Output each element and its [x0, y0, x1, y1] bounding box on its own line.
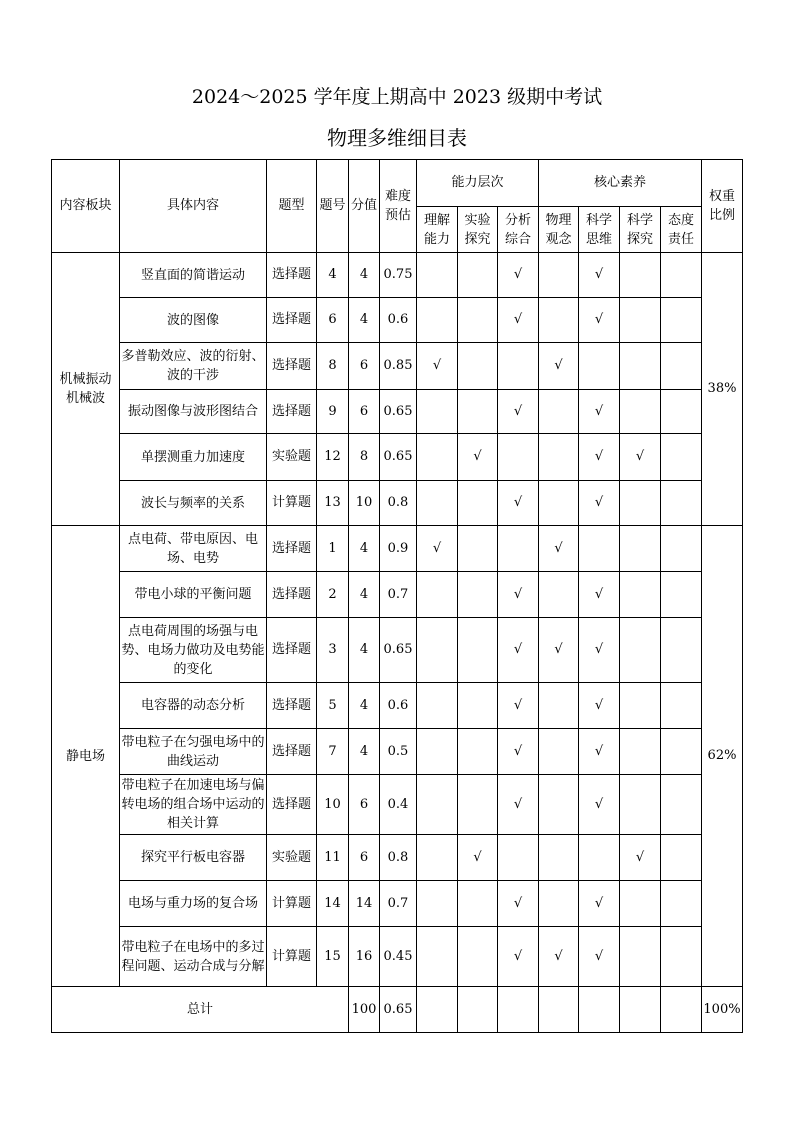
score-cell: 8	[349, 434, 380, 481]
question-type-cell: 选择题	[267, 390, 317, 434]
question-type-cell: 选择题	[267, 343, 317, 390]
header-weight: 权重比例	[702, 160, 743, 253]
total-score: 100	[349, 987, 380, 1033]
content-cell: 振动图像与波形图结合	[120, 390, 267, 434]
empty-cell	[417, 572, 458, 618]
section-weight: 62%	[702, 526, 743, 987]
question-type-cell: 选择题	[267, 618, 317, 683]
header-score: 分值	[349, 160, 380, 253]
score-cell: 16	[349, 927, 380, 987]
header-question-type: 题型	[267, 160, 317, 253]
empty-cell	[458, 618, 498, 683]
empty-cell	[661, 343, 702, 390]
empty-cell	[539, 729, 579, 775]
table-row	[52, 343, 743, 390]
content-cell: 电容器的动态分析	[120, 683, 267, 729]
question-type-cell: 计算题	[267, 881, 317, 927]
score-cell: 10	[349, 481, 380, 526]
empty-cell	[620, 481, 661, 526]
content-cell: 点电荷周围的场强与电势、电场力做功及电势能的变化	[120, 618, 267, 683]
total-difficulty: 0.65	[380, 987, 417, 1033]
empty-cell	[579, 526, 620, 572]
empty-cell	[620, 881, 661, 927]
empty-cell	[661, 298, 702, 343]
difficulty-cell: 0.9	[380, 526, 417, 572]
question-number-cell: 1	[317, 526, 349, 572]
empty-cell	[539, 881, 579, 927]
question-type-cell: 选择题	[267, 775, 317, 835]
empty-cell	[620, 729, 661, 775]
check-cell: √	[579, 298, 620, 343]
table-row	[52, 683, 743, 729]
empty-cell	[620, 526, 661, 572]
content-cell: 单摆测重力加速度	[120, 434, 267, 481]
empty-cell	[661, 683, 702, 729]
score-cell: 6	[349, 775, 380, 835]
empty-cell	[498, 526, 539, 572]
empty-cell	[539, 434, 579, 481]
question-type-cell: 实验题	[267, 434, 317, 481]
check-cell: √	[458, 434, 498, 481]
empty-cell	[458, 343, 498, 390]
check-cell: √	[498, 729, 539, 775]
question-type-cell: 选择题	[267, 572, 317, 618]
table-row	[52, 618, 743, 683]
empty-cell	[417, 618, 458, 683]
check-cell: √	[498, 618, 539, 683]
total-label: 总计	[52, 987, 349, 1033]
question-type-cell: 选择题	[267, 729, 317, 775]
check-cell: √	[417, 526, 458, 572]
header-core-literacy: 核心素养	[539, 160, 702, 207]
table-row	[52, 526, 743, 572]
check-cell: √	[539, 618, 579, 683]
content-cell: 带电粒子在加速电场与偏转电场的组合场中运动的相关计算	[120, 775, 267, 835]
difficulty-cell: 0.6	[380, 683, 417, 729]
header-literacy-item: 科学思维	[579, 207, 620, 253]
question-number-cell: 8	[317, 343, 349, 390]
difficulty-cell: 0.65	[380, 618, 417, 683]
check-cell: √	[579, 572, 620, 618]
question-number-cell: 9	[317, 390, 349, 434]
header-ability-item: 分析综合	[498, 207, 539, 253]
empty-cell	[579, 987, 620, 1033]
content-cell: 探究平行板电容器	[120, 835, 267, 881]
empty-cell	[661, 618, 702, 683]
empty-cell	[661, 987, 702, 1033]
empty-cell	[498, 434, 539, 481]
empty-cell	[539, 683, 579, 729]
question-type-cell: 选择题	[267, 253, 317, 298]
empty-cell	[498, 835, 539, 881]
empty-cell	[458, 775, 498, 835]
question-number-cell: 4	[317, 253, 349, 298]
check-cell: √	[498, 927, 539, 987]
check-cell: √	[417, 343, 458, 390]
question-number-cell: 6	[317, 298, 349, 343]
empty-cell	[539, 987, 579, 1033]
empty-cell	[458, 987, 498, 1033]
question-type-cell: 选择题	[267, 298, 317, 343]
empty-cell	[661, 526, 702, 572]
question-type-cell: 选择题	[267, 683, 317, 729]
content-cell: 波的图像	[120, 298, 267, 343]
header-literacy-item: 物理观念	[539, 207, 579, 253]
check-cell: √	[498, 683, 539, 729]
difficulty-cell: 0.7	[380, 881, 417, 927]
check-cell: √	[579, 927, 620, 987]
content-cell: 点电荷、带电原因、电场、电势	[120, 526, 267, 572]
content-cell: 多普勒效应、波的衍射、波的干涉	[120, 343, 267, 390]
empty-cell	[417, 683, 458, 729]
score-cell: 14	[349, 881, 380, 927]
question-number-cell: 13	[317, 481, 349, 526]
check-cell: √	[498, 572, 539, 618]
empty-cell	[458, 253, 498, 298]
question-number-cell: 3	[317, 618, 349, 683]
empty-cell	[458, 298, 498, 343]
header-ability-item: 理解能力	[417, 207, 458, 253]
empty-cell	[620, 298, 661, 343]
difficulty-cell: 0.85	[380, 343, 417, 390]
table-row	[52, 298, 743, 343]
empty-cell	[620, 987, 661, 1033]
question-number-cell: 14	[317, 881, 349, 927]
empty-cell	[458, 683, 498, 729]
empty-cell	[539, 481, 579, 526]
content-cell: 竖直面的简谐运动	[120, 253, 267, 298]
empty-cell	[458, 881, 498, 927]
empty-cell	[539, 775, 579, 835]
difficulty-cell: 0.65	[380, 390, 417, 434]
empty-cell	[417, 481, 458, 526]
question-type-cell: 计算题	[267, 927, 317, 987]
question-type-cell: 选择题	[267, 526, 317, 572]
score-cell: 4	[349, 253, 380, 298]
empty-cell	[417, 390, 458, 434]
empty-cell	[661, 927, 702, 987]
header-block: 内容板块	[52, 160, 120, 253]
empty-cell	[661, 390, 702, 434]
empty-cell	[620, 343, 661, 390]
empty-cell	[620, 618, 661, 683]
empty-cell	[539, 253, 579, 298]
empty-cell	[620, 775, 661, 835]
table-row	[52, 881, 743, 927]
empty-cell	[417, 434, 458, 481]
section-name: 静电场	[52, 526, 120, 987]
score-cell: 4	[349, 526, 380, 572]
question-number-cell: 10	[317, 775, 349, 835]
difficulty-cell: 0.8	[380, 481, 417, 526]
empty-cell	[417, 729, 458, 775]
section-name: 机械振动机械波	[52, 253, 120, 526]
empty-cell	[417, 987, 458, 1033]
empty-cell	[539, 298, 579, 343]
empty-cell	[661, 572, 702, 618]
check-cell: √	[579, 253, 620, 298]
check-cell: √	[539, 927, 579, 987]
table-row	[52, 927, 743, 987]
table-row	[52, 572, 743, 618]
question-number-cell: 7	[317, 729, 349, 775]
content-cell: 带电小球的平衡问题	[120, 572, 267, 618]
check-cell: √	[498, 298, 539, 343]
empty-cell	[417, 775, 458, 835]
score-cell: 6	[349, 390, 380, 434]
difficulty-cell: 0.75	[380, 253, 417, 298]
check-cell: √	[579, 729, 620, 775]
header-ability-item: 实验探究	[458, 207, 498, 253]
question-number-cell: 15	[317, 927, 349, 987]
difficulty-cell: 0.4	[380, 775, 417, 835]
difficulty-cell: 0.7	[380, 572, 417, 618]
score-cell: 6	[349, 835, 380, 881]
empty-cell	[417, 835, 458, 881]
empty-cell	[661, 434, 702, 481]
header-question-number: 题号	[317, 160, 349, 253]
table-row	[52, 434, 743, 481]
check-cell: √	[498, 390, 539, 434]
content-cell: 电场与重力场的复合场	[120, 881, 267, 927]
header-row	[52, 160, 743, 207]
table-row	[52, 481, 743, 526]
check-cell: √	[458, 835, 498, 881]
score-cell: 4	[349, 729, 380, 775]
table-row	[52, 729, 743, 775]
document-title: 2024～2025 学年度上期高中 2023 级期中考试	[191, 86, 603, 108]
empty-cell	[539, 572, 579, 618]
empty-cell	[458, 390, 498, 434]
check-cell: √	[539, 526, 579, 572]
empty-cell	[620, 683, 661, 729]
check-cell: √	[579, 618, 620, 683]
content-cell: 带电粒子在匀强电场中的曲线运动	[120, 729, 267, 775]
difficulty-cell: 0.8	[380, 835, 417, 881]
check-cell: √	[579, 881, 620, 927]
check-cell: √	[498, 775, 539, 835]
difficulty-cell: 0.5	[380, 729, 417, 775]
empty-cell	[661, 835, 702, 881]
empty-cell	[539, 390, 579, 434]
question-number-cell: 12	[317, 434, 349, 481]
score-cell: 4	[349, 572, 380, 618]
empty-cell	[620, 390, 661, 434]
section-weight: 38%	[702, 253, 743, 526]
empty-cell	[417, 253, 458, 298]
empty-cell	[458, 729, 498, 775]
empty-cell	[498, 987, 539, 1033]
empty-cell	[458, 526, 498, 572]
empty-cell	[661, 775, 702, 835]
table-row	[52, 390, 743, 434]
empty-cell	[620, 927, 661, 987]
table-subtitle: 物理多维细目表	[327, 126, 467, 150]
empty-cell	[417, 881, 458, 927]
score-cell: 4	[349, 618, 380, 683]
empty-cell	[661, 481, 702, 526]
table-row	[52, 253, 743, 298]
question-type-cell: 实验题	[267, 835, 317, 881]
check-cell: √	[620, 434, 661, 481]
empty-cell	[620, 572, 661, 618]
header-literacy-item: 科学探究	[620, 207, 661, 253]
empty-cell	[620, 253, 661, 298]
difficulty-cell: 0.6	[380, 298, 417, 343]
empty-cell	[458, 481, 498, 526]
check-cell: √	[498, 253, 539, 298]
empty-cell	[458, 572, 498, 618]
check-cell: √	[498, 481, 539, 526]
header-literacy-item: 态度责任	[661, 207, 702, 253]
check-cell: √	[579, 683, 620, 729]
question-number-cell: 2	[317, 572, 349, 618]
empty-cell	[417, 298, 458, 343]
empty-cell	[661, 881, 702, 927]
total-row	[52, 987, 743, 1033]
check-cell: √	[579, 390, 620, 434]
empty-cell	[661, 253, 702, 298]
score-cell: 6	[349, 343, 380, 390]
table-row	[52, 775, 743, 835]
difficulty-cell: 0.65	[380, 434, 417, 481]
empty-cell	[498, 343, 539, 390]
total-weight: 100%	[702, 987, 743, 1033]
check-cell: √	[498, 881, 539, 927]
empty-cell	[579, 343, 620, 390]
empty-cell	[458, 927, 498, 987]
score-cell: 4	[349, 683, 380, 729]
empty-cell	[539, 835, 579, 881]
specification-table	[51, 159, 743, 1033]
header-ability-level: 能力层次	[417, 160, 539, 207]
check-cell: √	[579, 481, 620, 526]
check-cell: √	[579, 775, 620, 835]
check-cell: √	[620, 835, 661, 881]
question-type-cell: 计算题	[267, 481, 317, 526]
content-cell: 波长与频率的关系	[120, 481, 267, 526]
header-difficulty: 难度预估	[380, 160, 417, 253]
empty-cell	[579, 835, 620, 881]
table-row	[52, 835, 743, 881]
check-cell: √	[539, 343, 579, 390]
question-number-cell: 11	[317, 835, 349, 881]
content-cell: 带电粒子在电场中的多过程问题、运动合成与分解	[120, 927, 267, 987]
difficulty-cell: 0.45	[380, 927, 417, 987]
header-content: 具体内容	[120, 160, 267, 253]
question-number-cell: 5	[317, 683, 349, 729]
empty-cell	[661, 729, 702, 775]
empty-cell	[417, 927, 458, 987]
check-cell: √	[579, 434, 620, 481]
score-cell: 4	[349, 298, 380, 343]
